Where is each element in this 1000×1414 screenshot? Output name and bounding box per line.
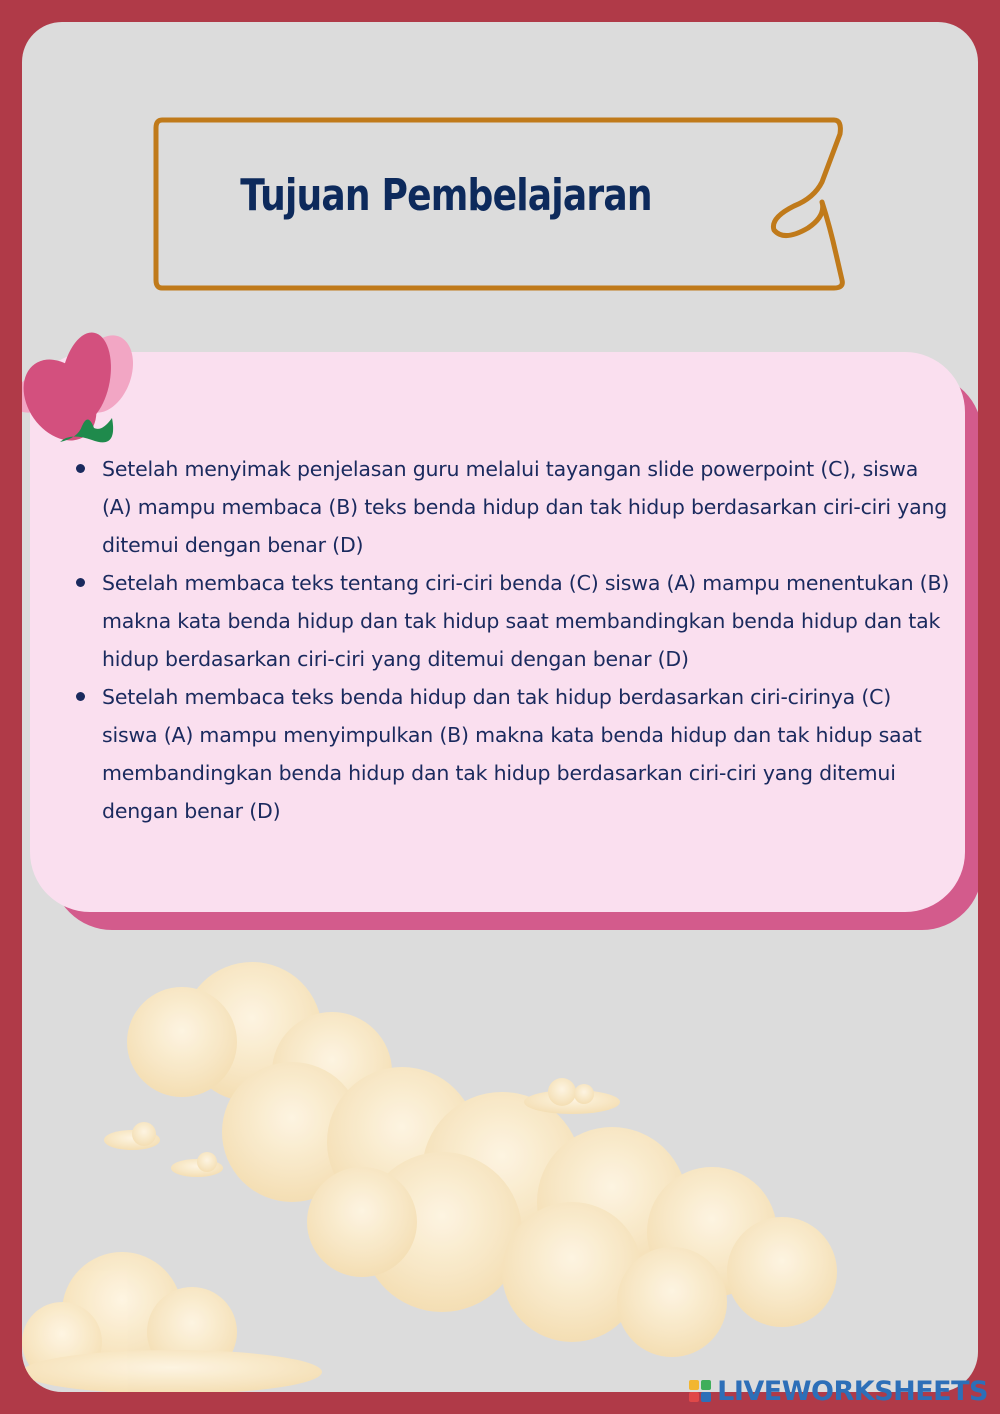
list-item [70, 564, 950, 678]
objective-text: Setelah membaca teks benda hidup dan tak hidup berdasarkan ciri-cirinya (C) siswa (A) mampu menyimpulkan (B) makna kata benda hidup dan tak hidup saat membandingkan benda hidup dan tak hidup berdasarkan ciri-ciri yang ditemui dengan benar (D) [102, 685, 922, 823]
watermark-text: LIVEWORKSHEETS [717, 1375, 988, 1407]
list-item [70, 450, 950, 564]
bullet-icon [76, 578, 85, 587]
cloud-illustration [22, 922, 978, 1392]
liveworksheets-logo-icon [689, 1380, 711, 1402]
objective-text: Setelah membaca teks tentang ciri-ciri benda (C) siswa (A) mampu menentukan (B) makna kata benda hidup dan tak hidup saat membandingkan benda hidup dan tak hidup berdasarkan ciri-ciri yang ditemui dengan benar (D) [102, 571, 950, 671]
liveworksheets-logo [689, 1374, 988, 1408]
bullet-icon [76, 692, 85, 701]
objectives-list [70, 450, 950, 830]
objective-text: Setelah menyimak penjelasan guru melalui tayangan slide powerpoint (C), siswa (A) mampu membaca (B) teks benda hidup dan tak hidup berdasarkan ciri-ciri yang ditemui dengan benar (D) [102, 457, 948, 557]
bullet-icon [76, 464, 85, 473]
list-item [70, 678, 950, 830]
worksheet-page [22, 22, 978, 1392]
page-title: Tujuan Pembelajaran [240, 170, 652, 221]
